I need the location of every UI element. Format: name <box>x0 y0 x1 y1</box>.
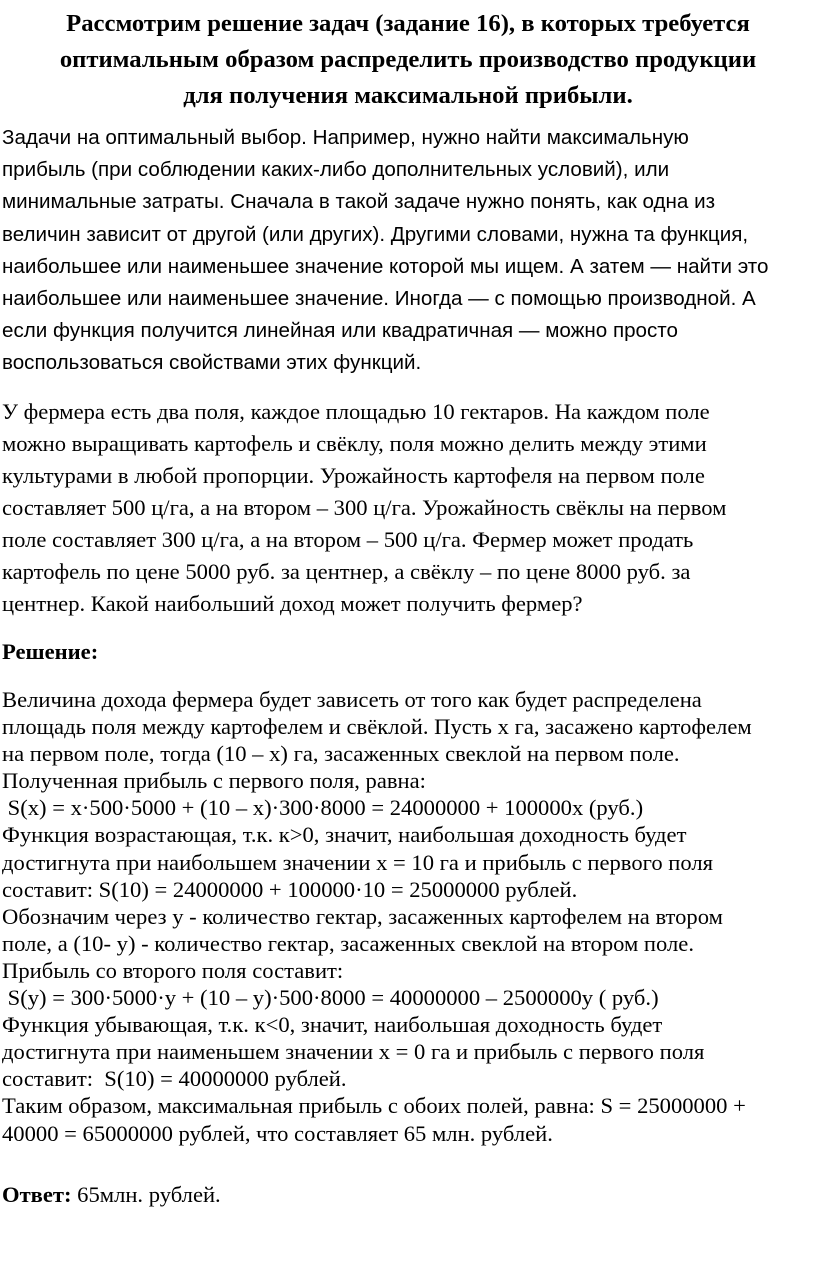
intro-line: прибыль (при соблюдении каких-либо дополнительных условий), или <box>2 158 670 182</box>
solution-line: Полученная прибыль с первого поля, равна: <box>2 768 426 794</box>
solution-line: 40000 = 65000000 рублей, что составляет 65 млн. рублей. <box>2 1120 553 1146</box>
title-line: для получения максимальной прибыли. <box>183 82 633 109</box>
solution-line: Функция возрастающая, т.к. к>0, значит, наибольшая доходность будет <box>2 822 687 848</box>
problem-line: центнер. Какой наибольший доход может получить фермер? <box>2 591 583 616</box>
problem-line: культурами в любой пропорции. Урожайность картофеля на первом поле <box>2 463 705 488</box>
title-line: оптимальным образом распределить производство продукции <box>59 46 757 73</box>
intro-line: величин зависит от другой (или других). Другими словами, нужна та функция, <box>2 222 749 246</box>
solution-line: достигнута при наибольшем значении x = 10 га и прибыль с первого поля <box>2 849 714 875</box>
intro-line: если функция получится линейная или квадратичная — можно просто <box>2 319 678 343</box>
title-line: Рассмотрим решение задач (задание 16), в которых требуется <box>66 10 750 37</box>
intro-line: наибольшее или наименьшее значение. Иногда — с помощью производной. А <box>2 287 756 311</box>
solution-line: Функция убывающая, т.к. к<0, значит, наибольшая доходность будет <box>2 1012 663 1038</box>
solution-line: поле, а (10- y) - количество гектар, засаженных свеклой на втором поле. <box>2 930 694 956</box>
solution-line: достигнута при наименьшем значении x = 0 га и прибыль с первого поля <box>2 1039 705 1065</box>
intro-line: Задачи на оптимальный выбор. Например, нужно найти максимальную <box>2 126 689 149</box>
formula-s-y: S(y) = 300·5000·y + (10 – y)·500·8000 = 40000000 – 2500000y ( руб.) <box>2 985 659 1011</box>
problem-line: У фермера есть два поля, каждое площадью 10 гектаров. На каждом поле <box>2 399 710 424</box>
answer-label: Ответ: <box>2 1182 72 1207</box>
solution-line: на первом поле, тогда (10 – x) га, засаженных свеклой на первом поле. <box>2 741 680 767</box>
solution-line: Прибыль со второго поля составит: <box>2 957 344 983</box>
document-title <box>0 6 816 114</box>
intro-paragraph <box>2 122 814 380</box>
formula-s-x: S(x) = x·500·5000 + (10 – x)·300·8000 = 24000000 + 100000x (руб.) <box>2 795 644 821</box>
solution-heading: Решение: <box>2 639 99 664</box>
answer-line <box>2 1180 221 1210</box>
problem-line: поле составляет 300 ц/га, а на втором – 500 ц/га. Фермер может продать <box>2 527 694 552</box>
solution-line: Величина дохода фермера будет зависеть от того как будет распределена <box>2 687 702 712</box>
solution-line: площадь поля между картофелем и свёклой. Пусть x га, засажено картофелем <box>2 714 752 740</box>
problem-line: можно выращивать картофель и свёклу, поля можно делить между этими <box>2 431 707 456</box>
intro-line: наибольшее или наименьшее значение которой мы ищем. А затем — найти это <box>2 254 769 278</box>
problem-line: картофель по цене 5000 руб. за центнер, а свёклу – по цене 8000 руб. за <box>2 559 691 584</box>
intro-line: воспользоваться свойствами этих функций. <box>2 351 422 375</box>
intro-line: минимальные затраты. Сначала в такой задаче нужно понять, как одна из <box>2 190 716 214</box>
problem-line: составляет 500 ц/га, а на втором – 300 ц/га. Урожайность свёклы на первом <box>2 495 727 520</box>
solution-line: составит: S(10) = 40000000 рублей. <box>2 1066 347 1092</box>
solution-line: составит: S(10) = 24000000 + 100000·10 = 25000000 рублей. <box>2 876 578 902</box>
solution-line: Таким образом, максимальная прибыль с обоих полей, равна: S = 25000000 + <box>2 1093 746 1119</box>
solution-line: Обозначим через y - количество гектар, засаженных картофелем на втором <box>2 903 723 929</box>
problem-paragraph <box>2 396 814 620</box>
solution-paragraph <box>2 686 814 1147</box>
answer-value: 65млн. рублей. <box>71 1182 221 1207</box>
